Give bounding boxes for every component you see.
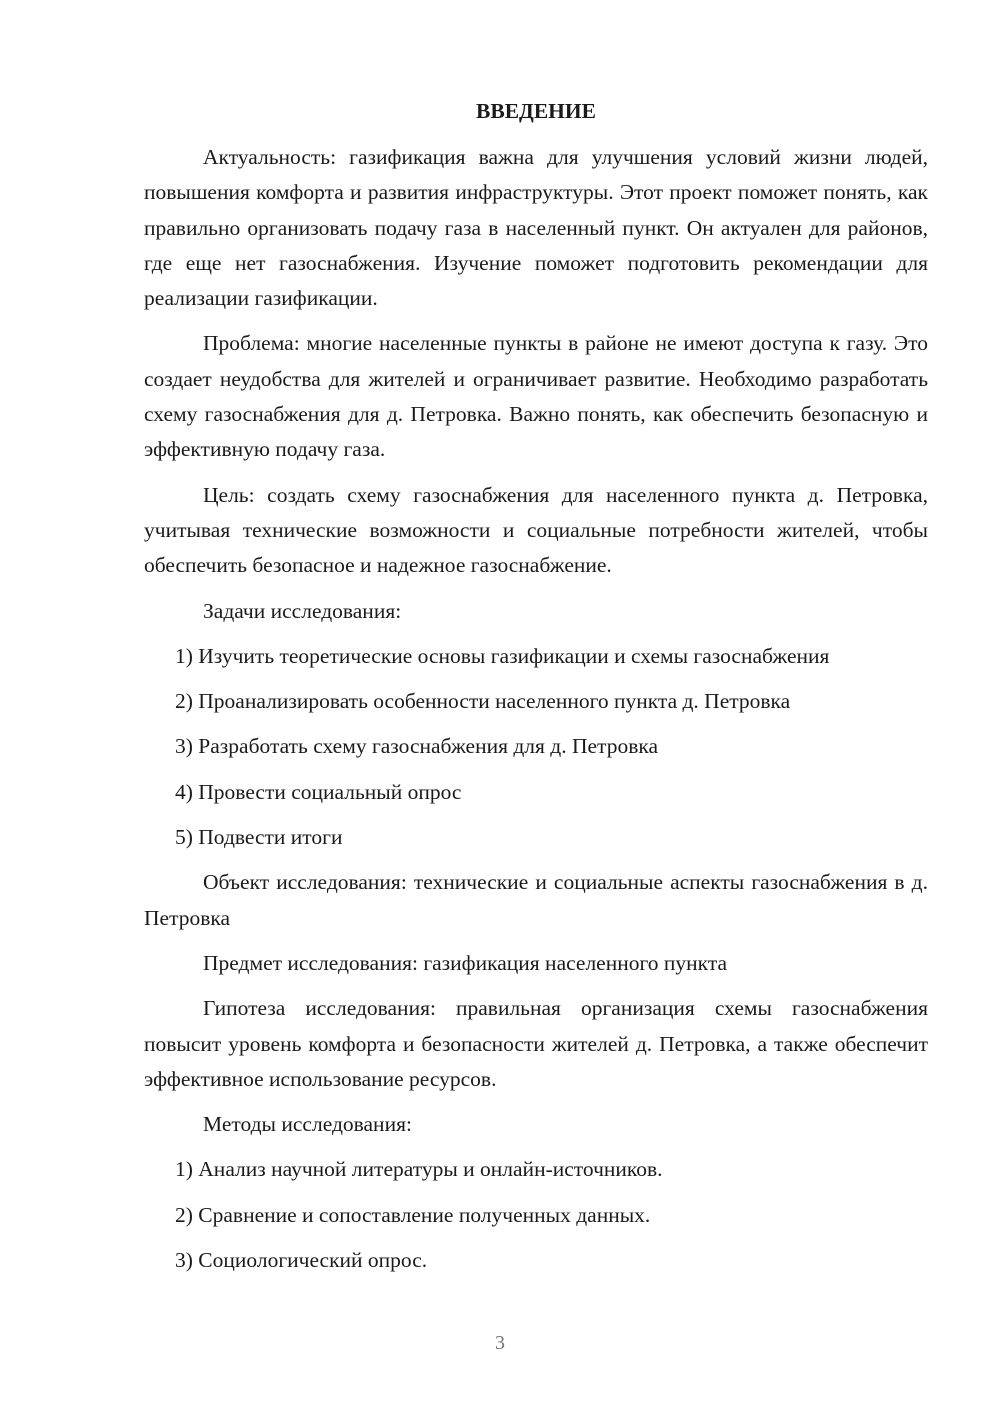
tasks-list <box>144 639 928 855</box>
goal-paragraph: Цель: создать схему газоснабжения для населенного пункта д. Петровка, учитывая технические возможности и социальные потребности жителей, чтобы обеспечить безопасное и надежное газоснабжение. <box>144 482 928 578</box>
relevance-paragraph: Актуальность: газификация важна для улучшения условий жизни людей, повышения комфорта и развития инфраструктуры. Этот проект поможет понять, как правильно организовать подачу газа в населенный пункт. Он актуален для районов, где еще нет газоснабжения. Изучение поможет подготовить рекомендации для реализации газификации. <box>144 145 928 311</box>
list-item: 1) Анализ научной литературы и онлайн-источников. <box>175 1157 663 1182</box>
problem-paragraph: Проблема: многие населенные пункты в районе не имеют доступа к газу. Это создает неудобства для жителей и ограничивает развитие. Необходимо разработать схему газоснабжения для д. Петровка. Важно понять, как обеспечить безопасную и эффективную подачу газа. <box>144 331 928 462</box>
list-item: 1) Изучить теоретические основы газификации и схемы газоснабжения <box>175 643 830 668</box>
object-paragraph: Объект исследования: технические и социальные аспекты газоснабжения в д. Петровка <box>144 870 928 930</box>
list-item: 2) Сравнение и сопоставление полученных данных. <box>175 1202 651 1227</box>
list-item: 4) Провести социальный опрос <box>175 779 462 804</box>
subject-paragraph: Предмет исследования: газификация населенного пункта <box>203 950 728 975</box>
list-item: 3) Разработать схему газоснабжения для д. Петровка <box>175 734 659 759</box>
list-item: 5) Подвести итоги <box>175 825 343 850</box>
hypothesis-paragraph: Гипотеза исследования: правильная организация схемы газоснабжения повысит уровень комфорта и безопасности жителей д. Петровка, а также обеспечит эффективное использование ресурсов. <box>144 996 928 1091</box>
section-title: ВВЕДЕНИЕ <box>476 99 596 123</box>
page-number: 3 <box>495 1332 505 1354</box>
methods-heading: Методы исследования: <box>203 1112 412 1137</box>
document-page <box>144 92 928 1288</box>
tasks-heading: Задачи исследования: <box>203 598 402 623</box>
list-item: 2) Проанализировать особенности населенного пункта д. Петровка <box>175 689 791 714</box>
list-item: 3) Социологический опрос. <box>175 1248 428 1273</box>
methods-list <box>144 1152 928 1278</box>
